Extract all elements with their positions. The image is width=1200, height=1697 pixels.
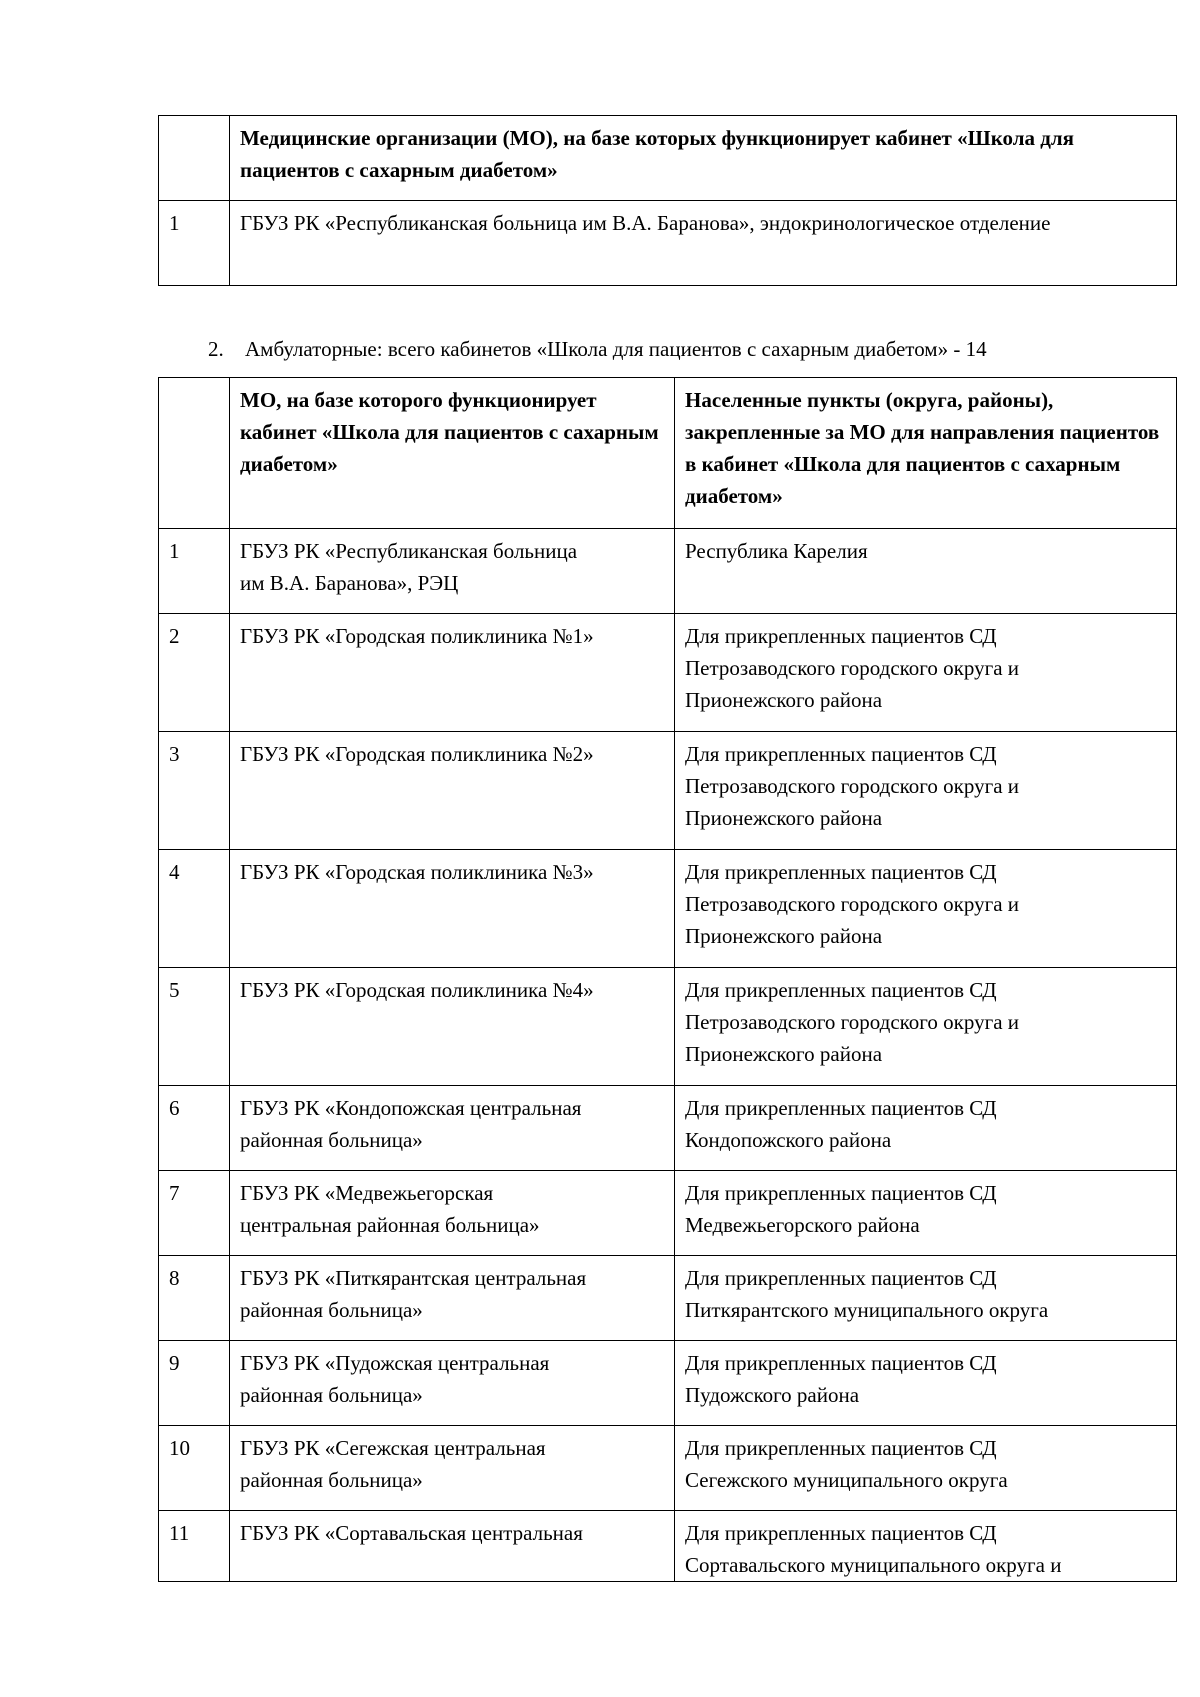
table-header-row (159, 378, 1177, 529)
table-row (159, 850, 1177, 968)
row-number: 11 (159, 1511, 230, 1582)
row-number: 3 (159, 732, 230, 850)
row-number: 10 (159, 1426, 230, 1511)
table-row (159, 1086, 1177, 1171)
row-number: 2 (159, 614, 230, 732)
row-number: 5 (159, 968, 230, 1086)
row-number: 9 (159, 1341, 230, 1426)
table-row (159, 529, 1177, 614)
header-cell-organization: МО, на базе которого функционирует кабинет «Школа для пациентов с сахарным диабетом» (230, 378, 675, 529)
row-settlements: Республика Карелия (675, 529, 1177, 614)
outpatient-schools-table (158, 377, 1177, 1582)
table-row (159, 968, 1177, 1086)
row-organization: ГБУЗ РК «Сортавальская центральная (230, 1511, 675, 1582)
row-organization: ГБУЗ РК «Пудожская центральная районная больница» (230, 1341, 675, 1426)
organizations-table (158, 115, 1177, 286)
table-row (159, 1171, 1177, 1256)
table-header-row (159, 116, 1177, 201)
row-settlements: Для прикрепленных пациентов СД Сегежского муниципального округа (675, 1426, 1177, 1511)
row-organization: ГБУЗ РК «Республиканская больница им В.А. Баранова», РЭЦ (230, 529, 675, 614)
table-row (159, 201, 1177, 286)
table-row (159, 614, 1177, 732)
row-organization: ГБУЗ РК «Питкярантская центральная районная больница» (230, 1256, 675, 1341)
header-cell-settlements: Населенные пункты (округа, районы), закрепленные за МО для направления пациентов в кабинет «Школа для пациентов с сахарным диабетом» (675, 378, 1177, 529)
row-settlements: Для прикрепленных пациентов СД Медвежьегорского района (675, 1171, 1177, 1256)
row-number: 1 (159, 201, 230, 286)
row-settlements: Для прикрепленных пациентов СД Сортавальского муниципального округа и (675, 1511, 1177, 1582)
header-cell-organization: Медицинские организации (МО), на базе которых функционирует кабинет «Школа для пациентов с сахарным диабетом» (230, 116, 1177, 201)
row-organization: ГБУЗ РК «Городская поликлиника №2» (230, 732, 675, 850)
row-number: 1 (159, 529, 230, 614)
row-settlements: Для прикрепленных пациентов СД Петрозаводского городского округа и Прионежского района (675, 732, 1177, 850)
row-settlements: Для прикрепленных пациентов СД Петрозаводского городского округа и Прионежского района (675, 614, 1177, 732)
section-heading (208, 333, 987, 365)
section-text: Амбулаторные: всего кабинетов «Школа для пациентов с сахарным диабетом» - 14 (245, 337, 987, 361)
row-settlements: Для прикрепленных пациентов СД Кондопожского района (675, 1086, 1177, 1171)
table-row (159, 1426, 1177, 1511)
table-row (159, 1511, 1177, 1582)
row-number: 4 (159, 850, 230, 968)
row-settlements: Для прикрепленных пациентов СД Петрозаводского городского округа и Прионежского района (675, 968, 1177, 1086)
row-settlements: Для прикрепленных пациентов СД Питкярантского муниципального округа (675, 1256, 1177, 1341)
row-organization: ГБУЗ РК «Республиканская больница им В.А. Баранова», эндокринологическое отделение (230, 201, 1177, 286)
row-organization: ГБУЗ РК «Медвежьегорская центральная районная больница» (230, 1171, 675, 1256)
row-number: 8 (159, 1256, 230, 1341)
table-row (159, 732, 1177, 850)
row-settlements: Для прикрепленных пациентов СД Пудожского района (675, 1341, 1177, 1426)
row-organization: ГБУЗ РК «Сегежская центральная районная больница» (230, 1426, 675, 1511)
table-row (159, 1341, 1177, 1426)
row-organization: ГБУЗ РК «Городская поликлиника №3» (230, 850, 675, 968)
row-organization: ГБУЗ РК «Городская поликлиника №4» (230, 968, 675, 1086)
section-number: 2. (208, 337, 224, 361)
header-cell-number (159, 378, 230, 529)
row-number: 6 (159, 1086, 230, 1171)
header-cell-number (159, 116, 230, 201)
row-number: 7 (159, 1171, 230, 1256)
row-organization: ГБУЗ РК «Городская поликлиника №1» (230, 614, 675, 732)
table-row (159, 1256, 1177, 1341)
row-organization: ГБУЗ РК «Кондопожская центральная районная больница» (230, 1086, 675, 1171)
row-settlements: Для прикрепленных пациентов СД Петрозаводского городского округа и Прионежского района (675, 850, 1177, 968)
